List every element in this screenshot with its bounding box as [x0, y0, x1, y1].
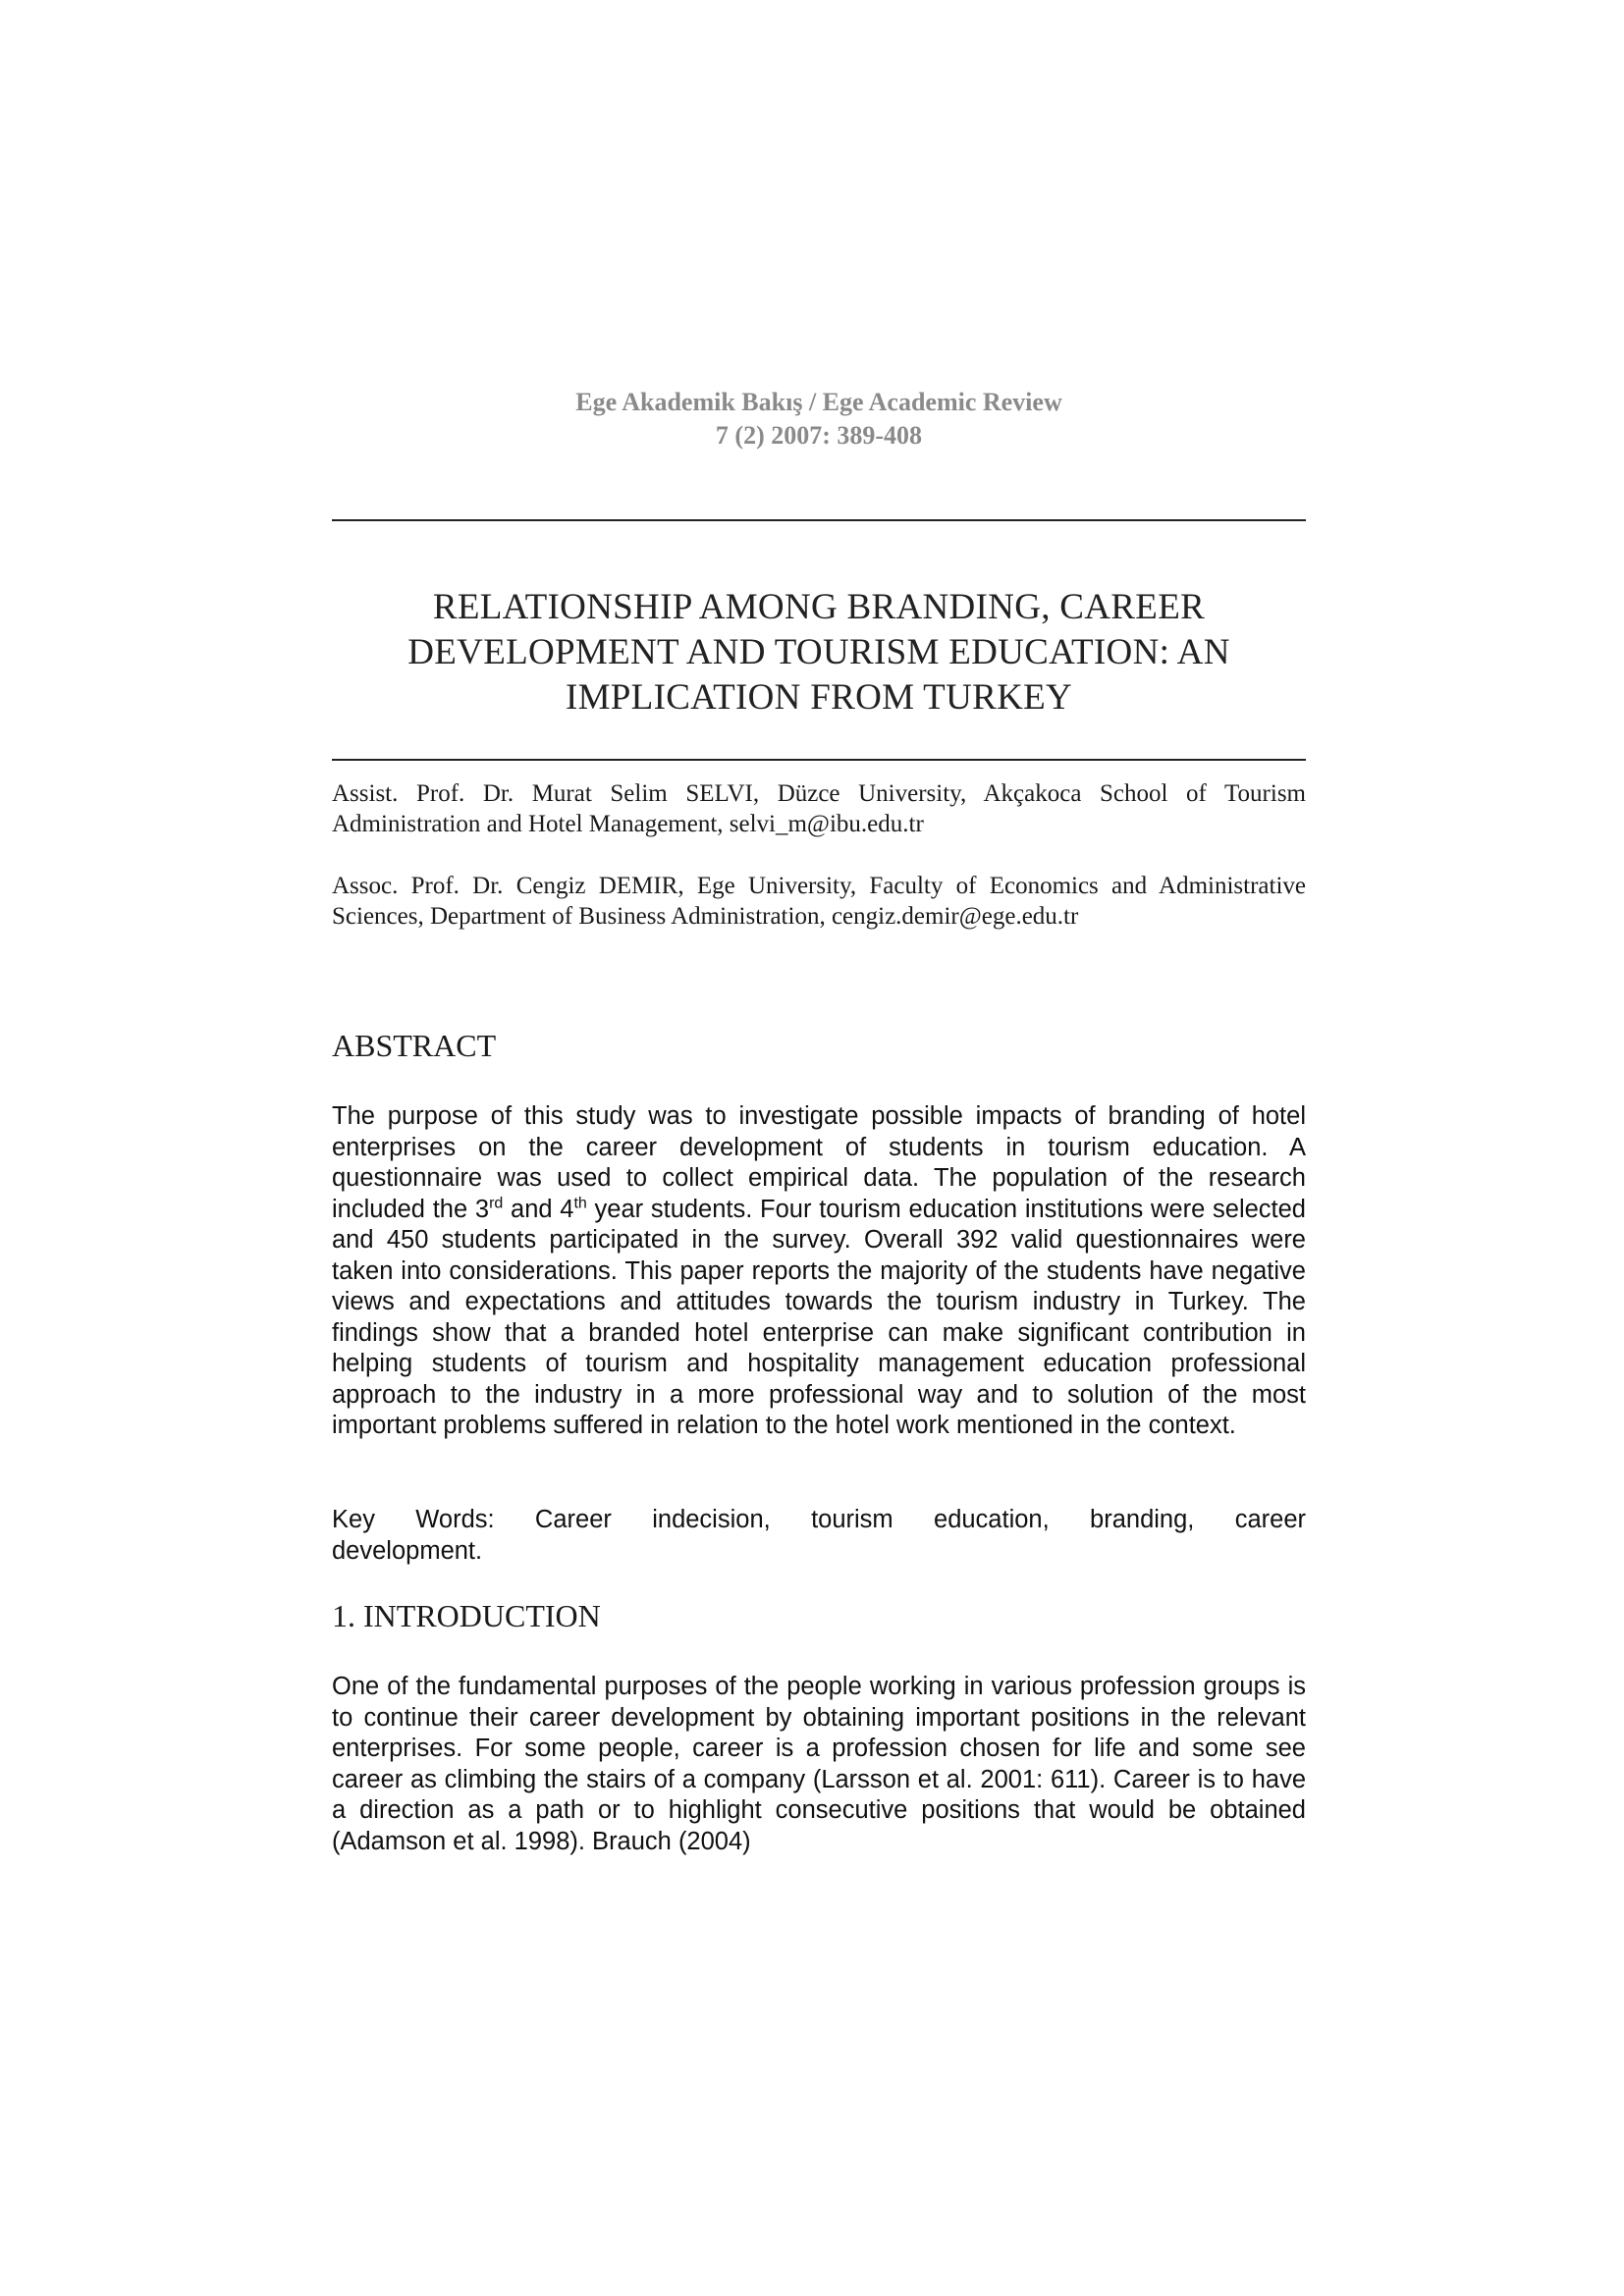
- journal-header: [332, 386, 1306, 453]
- abstract-text-part-2: and 4: [503, 1195, 574, 1223]
- keywords-line-2: development.: [332, 1536, 483, 1565]
- keywords: [332, 1505, 1306, 1567]
- title-line-2: DEVELOPMENT AND TOURISM EDUCATION: AN: [407, 632, 1230, 672]
- author-2: Assoc. Prof. Dr. Cengiz DEMIR, Ege University, Faculty of Economics and Administrative Sciences, Department of Business Administration, cengiz.demir@ege.edu.tr: [332, 873, 1306, 930]
- introduction-heading: 1. INTRODUCTION: [332, 1598, 601, 1633]
- abstract-text-part-3: year students. Four tourism education institutions were selected and 450 students participated in the survey. Overall 392 valid questionnaires were taken into considerations. This paper reports the majority of the students have negative views and expectations and attitudes towards the tourism industry in Turkey. The findings show that a branded hotel enterprise can make significant contribution in helping students of tourism and hospitality management education professional approach to the industry in a more professional way and to solution of the most important problems suffered in relation to the hotel work mentioned in the context.: [332, 1195, 1306, 1439]
- abstract-heading: ABSTRACT: [332, 1028, 497, 1063]
- keywords-line-1: Key Words: Career indecision, tourism education, branding, career: [332, 1506, 1306, 1533]
- bottom-rule: [332, 759, 1306, 761]
- abstract-text: [332, 1101, 1306, 1442]
- title-line-3: IMPLICATION FROM TURKEY: [565, 677, 1073, 718]
- abstract-text-part-1: The purpose of this study was to investigate possible impacts of branding of hotel enterprises on the career development of students in tourism education. A questionnaire was used to collect empirical data. The population of the research included the 3: [332, 1102, 1306, 1223]
- journal-volume: 7 (2) 2007: 389-408: [715, 421, 923, 450]
- superscript-th: th: [573, 1195, 587, 1211]
- author-1: Assist. Prof. Dr. Murat Selim SELVI, Düzce University, Akçakoca School of Tourism Administration and Hotel Management, selvi_m@ibu.edu.tr: [332, 780, 1306, 837]
- superscript-rd: rd: [489, 1195, 504, 1211]
- introduction-text: One of the fundamental purposes of the people working in various profession groups is to continue their career development by obtaining important positions in the relevant enterprises. For some people, career is a profession chosen for life and some see career as climbing the stairs of a company (Larsson et al. 2001: 611). Career is to have a direction as a path or to highlight consecutive positions that would be obtained (Adamson et al. 1998). Brauch (2004): [332, 1673, 1306, 1855]
- title-line-1: RELATIONSHIP AMONG BRANDING, CAREER: [432, 587, 1206, 627]
- journal-name: Ege Akademik Bakış / Ege Academic Review: [575, 388, 1062, 416]
- top-rule: [332, 519, 1306, 521]
- paper-title: [332, 585, 1306, 721]
